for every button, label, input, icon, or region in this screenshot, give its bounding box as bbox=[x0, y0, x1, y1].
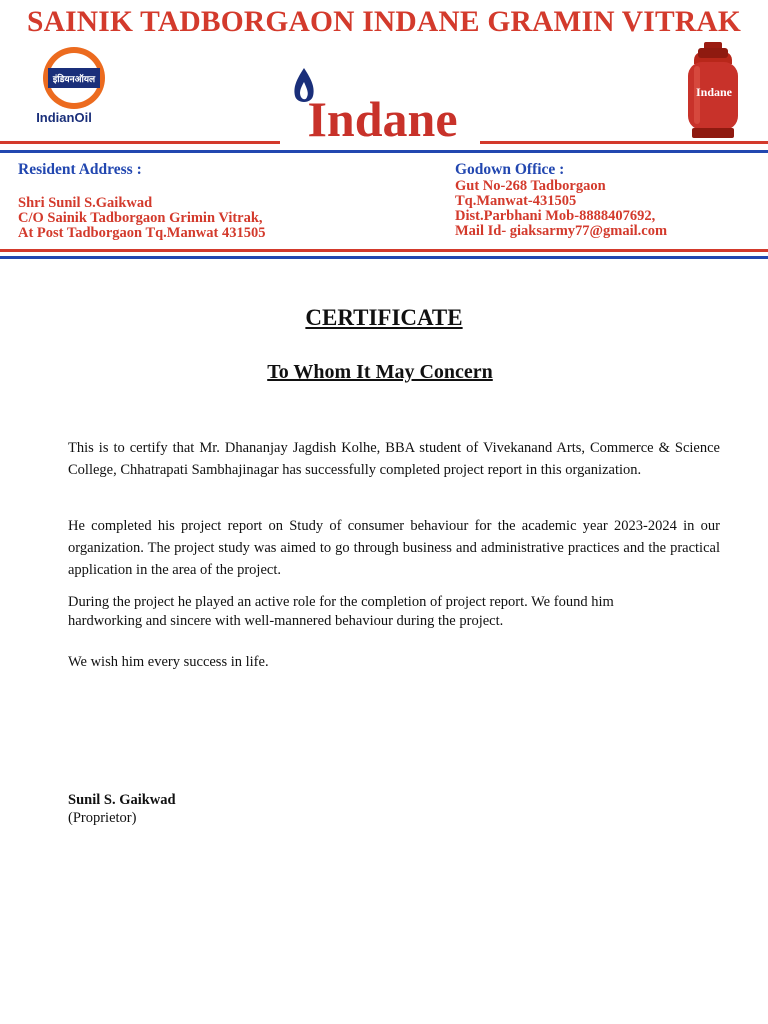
header-rule-blue bbox=[0, 150, 768, 153]
header-rule-red-left bbox=[0, 141, 280, 144]
certificate-paragraph-1 bbox=[68, 437, 720, 481]
indianoil-hindi-text: इंडियनऑयल bbox=[52, 75, 96, 85]
gas-cylinder-icon bbox=[684, 42, 742, 140]
address-rule-red bbox=[0, 249, 768, 252]
godown-office-line: Gut No-268 Tadborgaon bbox=[455, 178, 606, 194]
certificate-paragraph-4 bbox=[68, 651, 720, 673]
godown-office-line: Tq.Manwat-431505 bbox=[455, 193, 577, 209]
certificate-title: CERTIFICATE bbox=[305, 305, 463, 330]
resident-address-line: Shri Sunil S.Gaikwad bbox=[18, 195, 153, 211]
header-rule-red-right bbox=[480, 141, 768, 144]
paragraph-text: During the project he played an active role for the completion of project report. We found him bbox=[68, 594, 614, 610]
indianoil-logo bbox=[20, 46, 100, 132]
resident-address bbox=[18, 162, 265, 241]
certificate-paragraph-3 bbox=[68, 593, 720, 631]
godown-office-heading: Godown Office : bbox=[455, 161, 565, 178]
paragraph-text: He completed his project report on Study of consumer behaviour for the academic year 2023-2024 in our organization. The project study was aimed to go through business and administrative practices and the practical application in the area of the project. bbox=[68, 518, 720, 578]
indane-logo bbox=[285, 64, 480, 150]
certificate-paragraph-2 bbox=[68, 515, 720, 581]
resident-address-line: C/O Sainik Tadborgaon Grimin Vitrak, bbox=[18, 210, 263, 226]
indianoil-logo-text: IndianOil bbox=[36, 110, 92, 125]
signatory-title: (Proprietor) bbox=[68, 810, 137, 826]
godown-office-address bbox=[455, 162, 667, 239]
paragraph-text: We wish him every success in life. bbox=[68, 654, 269, 670]
indane-logo-text: Indane bbox=[307, 91, 458, 147]
godown-office-line: Dist.Parbhani Mob-8888407692, bbox=[455, 208, 656, 224]
godown-office-line: Mail Id- giaksarmy77@gmail.com bbox=[455, 223, 668, 239]
address-rule-blue bbox=[0, 256, 768, 259]
cylinder-label: Indane bbox=[695, 85, 733, 99]
signatory-name: Sunil S. Gaikwad bbox=[68, 792, 176, 808]
indianoil-emblem-icon bbox=[42, 46, 106, 110]
paragraph-text: This is to certify that Mr. Dhananjay Jagdish Kolhe, BBA student of Vivekanand Arts, Commerce & Science College, Chhatrapati Sambhajinagar has successfully completed project report in this organization. bbox=[68, 440, 720, 478]
resident-address-heading: Resident Address : bbox=[18, 161, 142, 178]
resident-address-line: At Post Tadborgaon Tq.Manwat 431505 bbox=[18, 225, 266, 241]
firm-name: SAINIK TADBORGAON INDANE GRAMIN VITRAK bbox=[26, 6, 742, 38]
certificate-subtitle: To Whom It May Concern bbox=[267, 361, 493, 383]
paragraph-text: hardworking and sincere with well-mannered behaviour during the project. bbox=[68, 613, 504, 629]
